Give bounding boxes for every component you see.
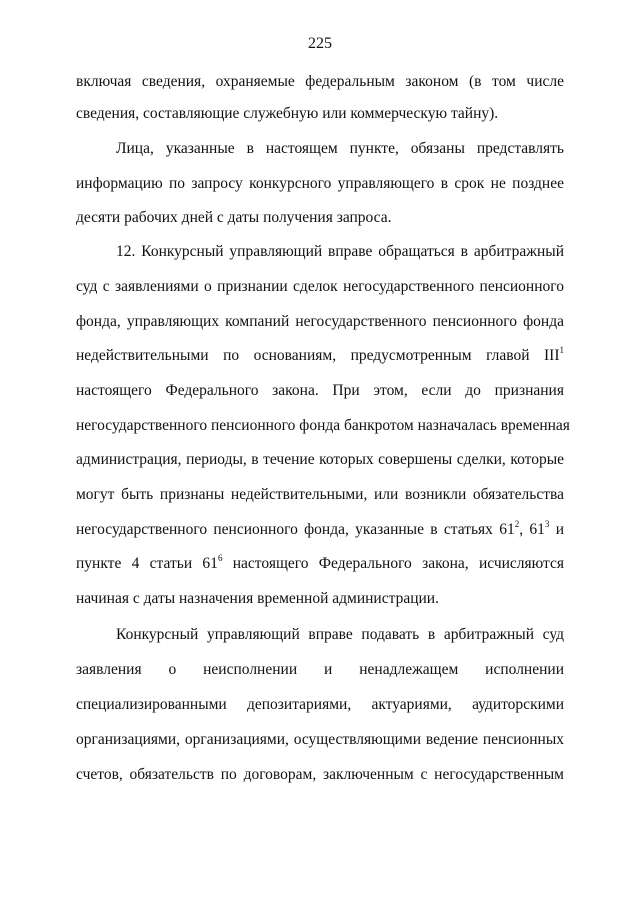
line-text: пункте 4 статьи 61: [76, 555, 218, 572]
text-line: специализированными депозитариями, актуариями, аудиторскими: [76, 696, 564, 713]
page-number: 225: [308, 35, 332, 52]
superscript: 6: [217, 552, 223, 563]
text-line: информацию по запросу конкурсного управляющего в срок не позднее: [76, 175, 564, 192]
text-line: организациями, организациями, осуществляющими ведение пенсионных: [76, 731, 564, 748]
superscript: 1: [559, 344, 564, 355]
text-line: сведения, составляющие служебную или коммерческую тайну).: [76, 105, 499, 122]
text-line: 12. Конкурсный управляющий вправе обращаться в арбитражный: [116, 243, 564, 260]
superscript: 2: [514, 518, 520, 529]
text-line: начиная с даты назначения временной администрации.: [76, 590, 439, 607]
text-line: заявления о неисполнении и ненадлежащем исполнении: [76, 661, 564, 678]
line-text: негосударственного пенсионного фонда, указанные в статьях 61: [76, 521, 515, 538]
text-line: настоящего Федерального закона. При этом, если до признания: [76, 382, 564, 399]
text-line: Лица, указанные в настоящем пункте, обязаны представлять: [116, 140, 564, 157]
text-line: [76, 554, 564, 574]
text-line: [76, 520, 564, 540]
text-line: фонда, управляющих компаний негосударственного пенсионного фонда: [76, 313, 564, 330]
line-text: недействительными по основаниям, предусмотренным главой III: [76, 347, 560, 364]
line-text: и: [549, 521, 565, 538]
text-line: [76, 346, 564, 366]
text-line: счетов, обязательств по договорам, заключенным с негосударственным: [76, 766, 564, 783]
text-line: суд с заявлениями о признании сделок негосударственного пенсионного: [76, 278, 564, 295]
line-text: настоящего Федерального закона, исчисляются: [222, 555, 565, 572]
text-line: включая сведения, охраняемые федеральным законом (в том числе: [76, 73, 564, 90]
text-line: десяти рабочих дней с даты получения запроса.: [76, 209, 392, 226]
text-line: Конкурсный управляющий вправе подавать в арбитражный суд: [116, 626, 564, 643]
text-line: могут быть признаны недействительными, или возникли обязательства: [76, 486, 564, 503]
superscript: 3: [544, 518, 550, 529]
line-text: , 61: [519, 521, 545, 538]
text-line: негосударственного пенсионного фонда банкротом назначалась временная: [76, 417, 570, 434]
text-line: администрация, периоды, в течение которых совершены сделки, которые: [76, 451, 564, 468]
